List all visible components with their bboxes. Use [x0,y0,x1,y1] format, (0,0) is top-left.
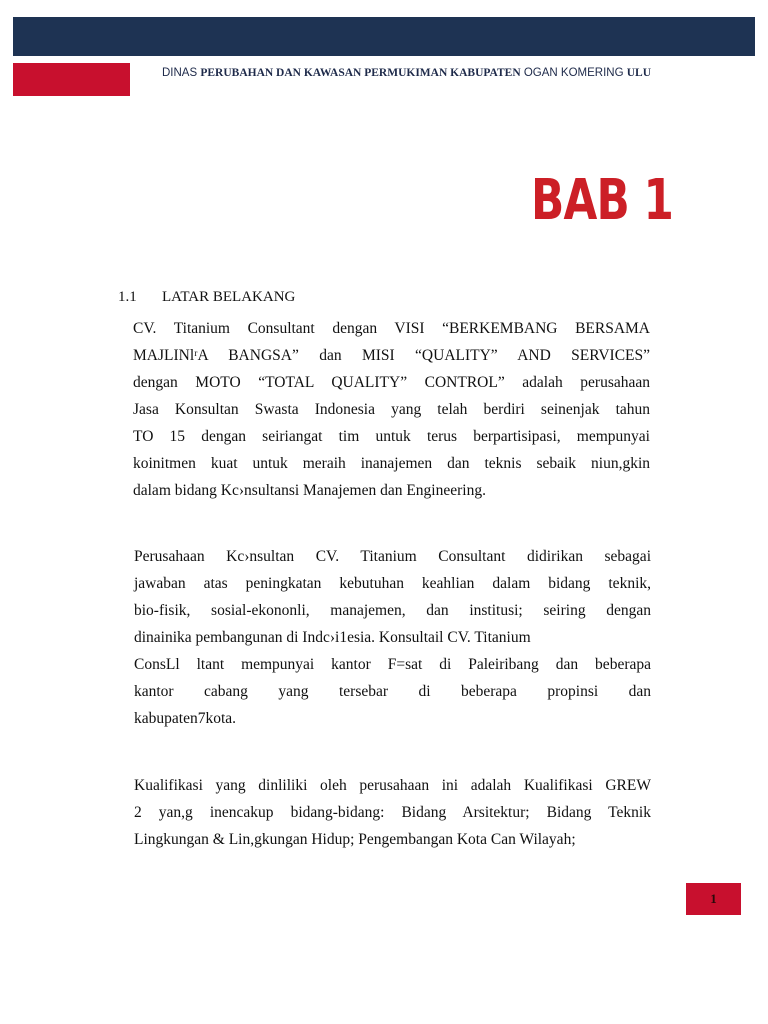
chapter-title: BAB 1 [531,168,674,233]
paragraph-line: ConsLl ltant mempunyai kantor F=sat di Paleiribang dan beberapa [134,656,651,673]
paragraph-line: dinainika pembangunan di Indc›i1esia. Konsultail CV. Titanium [134,629,531,646]
section-title: LATAR BELAKANG [162,289,296,305]
paragraph-line: CV. Titanium Consultant dengan VISI “BERKEMBANG BERSAMA [133,320,650,337]
paragraph-line: Perusahaan Kc›nsultan CV. Titanium Consultant didirikan sebagai [134,548,651,565]
document-header [162,67,722,79]
header-text-part1: DINAS [162,67,201,79]
section-number: 1.1 [118,289,137,305]
paragraph-line: kabupaten7kota. [134,710,237,727]
paragraph-line: 2 yan,g inencakup bidang-bidang: Bidang Arsitektur; Bidang Teknik [134,804,651,821]
paragraph-line: Jasa Konsultan Swasta Indonesia yang telah berdiri seinenjak tahun [133,401,650,418]
paragraph-line: MAJLINlʳA BANGSA” dan MISI “QUALITY” AND SERVICES” [133,347,650,364]
section-heading [118,289,295,306]
header-bar [13,17,755,56]
paragraph-1 [133,315,650,504]
paragraph-line: dalam bidang Kc›nsultansi Manajemen dan Engineering. [133,482,486,499]
paragraph-line: dengan MOTO “TOTAL QUALITY” CONTROL” adalah perusahaan [133,374,650,391]
paragraph-line: jawaban atas peningkatan kebutuhan keahlian dalam bidang teknik, [134,575,651,592]
paragraph-line: koinitmen kuat untuk meraih inanajemen dan teknis sebaik niun,gkin [133,455,650,472]
header-text-part3: OGAN KOMERING [520,67,627,79]
header-text-part4: ULU [626,67,652,79]
paragraph-2 [134,543,651,732]
paragraph-line: bio-fisik, sosial-ekononli, manajemen, dan institusi; seiring dengan [134,602,651,619]
header-red-tab [13,63,130,96]
page-number: 1 [686,883,741,915]
paragraph-3 [134,772,651,853]
paragraph-line: TO 15 dengan seiriangat tim untuk terus berpartisipasi, mempunyai [133,428,650,445]
paragraph-line: kantor cabang yang tersebar di beberapa propinsi dan [134,683,651,700]
header-text-part2: PERUBAHAN DAN KAWASAN PERMUKIMAN KABUPATEN [200,67,521,79]
paragraph-line: Kualifikasi yang dinliliki oleh perusahaan ini adalah Kualifikasi GREW [134,777,651,794]
paragraph-line: Lingkungan & Lin,gkungan Hidup; Pengembangan Kota Can Wilayah; [134,831,576,848]
